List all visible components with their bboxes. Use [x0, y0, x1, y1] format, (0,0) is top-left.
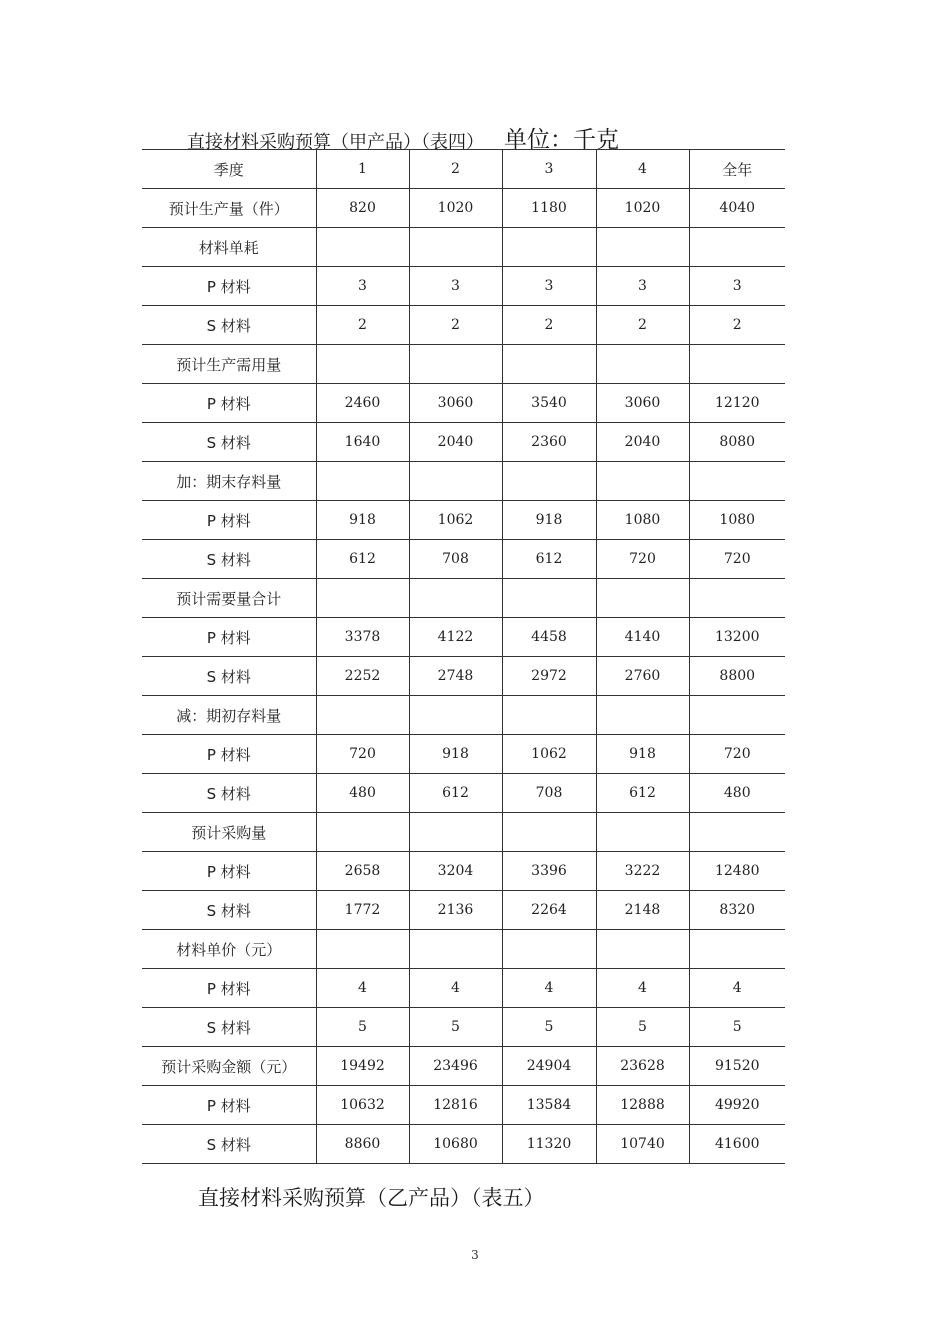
header-cell-quarter: 季度	[142, 150, 316, 189]
value-cell-qyear	[689, 930, 785, 969]
value-cell-qyear: 720	[689, 540, 785, 579]
value-cell-qyear: 41600	[689, 1125, 785, 1164]
table-row	[142, 735, 785, 774]
value-cell-q1: 19492	[316, 1047, 409, 1086]
value-cell-q1: 720	[316, 735, 409, 774]
table-row	[142, 774, 785, 813]
value-cell-q2: 3204	[409, 852, 502, 891]
value-cell-q2: 5	[409, 1008, 502, 1047]
row-label-cell: P 材料	[142, 852, 316, 891]
value-cell-q3: 13584	[502, 1086, 596, 1125]
value-cell-q1: 918	[316, 501, 409, 540]
value-cell-q3: 1062	[502, 735, 596, 774]
value-cell-q3: 24904	[502, 1047, 596, 1086]
value-cell-q4: 3222	[596, 852, 689, 891]
value-cell-qyear: 5	[689, 1008, 785, 1047]
row-label-cell: 材料单耗	[142, 228, 316, 267]
header-cell-full-year: 全年	[689, 150, 785, 189]
value-cell-q2	[409, 228, 502, 267]
table-row	[142, 267, 785, 306]
table-row	[142, 891, 785, 930]
row-label-cell: P 材料	[142, 969, 316, 1008]
value-cell-q2	[409, 813, 502, 852]
value-cell-qyear: 3	[689, 267, 785, 306]
value-cell-q1: 10632	[316, 1086, 409, 1125]
value-cell-q2: 612	[409, 774, 502, 813]
value-cell-q1: 612	[316, 540, 409, 579]
row-label-cell: 预计生产量（件）	[142, 189, 316, 228]
value-cell-q3: 2360	[502, 423, 596, 462]
value-cell-qyear: 4040	[689, 189, 785, 228]
row-label-cell: 预计采购量	[142, 813, 316, 852]
row-label-cell: S 材料	[142, 306, 316, 345]
value-cell-q3: 708	[502, 774, 596, 813]
row-label-cell: P 材料	[142, 384, 316, 423]
table-row	[142, 1008, 785, 1047]
value-cell-q2: 918	[409, 735, 502, 774]
table-row	[142, 384, 785, 423]
value-cell-q1: 3	[316, 267, 409, 306]
next-table-title: 直接材料采购预算（乙产品）（表五）	[198, 1186, 545, 1210]
value-cell-q4: 918	[596, 735, 689, 774]
value-cell-q3: 612	[502, 540, 596, 579]
value-cell-q1	[316, 345, 409, 384]
row-label-cell: 加：期末存料量	[142, 462, 316, 501]
table-title: 直接材料采购预算（甲产品）（表四）	[187, 132, 484, 153]
value-cell-q3: 3396	[502, 852, 596, 891]
value-cell-qyear: 12480	[689, 852, 785, 891]
row-label-cell: P 材料	[142, 1086, 316, 1125]
value-cell-q2	[409, 579, 502, 618]
value-cell-q3: 2264	[502, 891, 596, 930]
value-cell-q3: 2	[502, 306, 596, 345]
table-row	[142, 1086, 785, 1125]
value-cell-q4	[596, 813, 689, 852]
value-cell-q2: 4122	[409, 618, 502, 657]
value-cell-q4	[596, 579, 689, 618]
value-cell-q4: 5	[596, 1008, 689, 1047]
value-cell-q1: 2252	[316, 657, 409, 696]
row-label-cell: S 材料	[142, 657, 316, 696]
value-cell-q1: 3378	[316, 618, 409, 657]
page-number: 3	[471, 1248, 479, 1262]
value-cell-q4: 4140	[596, 618, 689, 657]
value-cell-q3: 5	[502, 1008, 596, 1047]
value-cell-q1: 2658	[316, 852, 409, 891]
value-cell-q3: 3540	[502, 384, 596, 423]
value-cell-q3	[502, 813, 596, 852]
value-cell-qyear	[689, 345, 785, 384]
value-cell-q2: 23496	[409, 1047, 502, 1086]
header-cell-q1: 1	[316, 150, 409, 189]
value-cell-q1: 2460	[316, 384, 409, 423]
row-label-cell: 预计需要量合计	[142, 579, 316, 618]
table-row	[142, 345, 785, 384]
value-cell-qyear: 8080	[689, 423, 785, 462]
value-cell-q4	[596, 345, 689, 384]
table-row	[142, 501, 785, 540]
value-cell-q4: 720	[596, 540, 689, 579]
value-cell-q1: 480	[316, 774, 409, 813]
value-cell-q1: 2	[316, 306, 409, 345]
value-cell-q1: 820	[316, 189, 409, 228]
row-label-cell: P 材料	[142, 618, 316, 657]
table-row	[142, 1047, 785, 1086]
value-cell-q2	[409, 696, 502, 735]
unit-label: 单位：千克	[504, 127, 619, 153]
value-cell-q3	[502, 228, 596, 267]
value-cell-qyear	[689, 813, 785, 852]
value-cell-q4	[596, 696, 689, 735]
value-cell-qyear: 91520	[689, 1047, 785, 1086]
value-cell-q2: 3	[409, 267, 502, 306]
value-cell-q2: 2748	[409, 657, 502, 696]
value-cell-q4: 612	[596, 774, 689, 813]
table-header-row	[142, 150, 785, 189]
value-cell-q2: 12816	[409, 1086, 502, 1125]
value-cell-q1	[316, 696, 409, 735]
value-cell-q4: 2148	[596, 891, 689, 930]
value-cell-q1: 4	[316, 969, 409, 1008]
value-cell-q3: 1180	[502, 189, 596, 228]
value-cell-qyear: 49920	[689, 1086, 785, 1125]
table-row	[142, 540, 785, 579]
value-cell-q1	[316, 462, 409, 501]
value-cell-q1: 1640	[316, 423, 409, 462]
value-cell-q4	[596, 930, 689, 969]
value-cell-q2: 1062	[409, 501, 502, 540]
row-label-cell: 预计采购金额（元）	[142, 1047, 316, 1086]
value-cell-q2: 2	[409, 306, 502, 345]
table-row	[142, 306, 785, 345]
table-row	[142, 969, 785, 1008]
value-cell-qyear: 8320	[689, 891, 785, 930]
row-label-cell: S 材料	[142, 891, 316, 930]
row-label-cell: S 材料	[142, 1008, 316, 1047]
value-cell-q2: 708	[409, 540, 502, 579]
value-cell-q4: 1080	[596, 501, 689, 540]
row-label-cell: 材料单价（元）	[142, 930, 316, 969]
value-cell-q1	[316, 930, 409, 969]
value-cell-qyear: 480	[689, 774, 785, 813]
row-label-cell: P 材料	[142, 735, 316, 774]
table-row	[142, 696, 785, 735]
table-row	[142, 423, 785, 462]
value-cell-q2: 3060	[409, 384, 502, 423]
value-cell-qyear: 720	[689, 735, 785, 774]
table-row	[142, 462, 785, 501]
value-cell-qyear: 2	[689, 306, 785, 345]
value-cell-q3	[502, 696, 596, 735]
value-cell-q1	[316, 813, 409, 852]
row-label-cell: S 材料	[142, 423, 316, 462]
table-body	[142, 150, 785, 1164]
row-label-cell: 预计生产需用量	[142, 345, 316, 384]
value-cell-q3: 4458	[502, 618, 596, 657]
table-row	[142, 852, 785, 891]
value-cell-q1: 8860	[316, 1125, 409, 1164]
value-cell-qyear: 12120	[689, 384, 785, 423]
value-cell-q3: 4	[502, 969, 596, 1008]
value-cell-q4: 3060	[596, 384, 689, 423]
value-cell-q3: 918	[502, 501, 596, 540]
value-cell-q3: 3	[502, 267, 596, 306]
material-purchase-budget-table	[142, 149, 785, 1164]
value-cell-qyear: 13200	[689, 618, 785, 657]
value-cell-q3: 2972	[502, 657, 596, 696]
row-label-cell: S 材料	[142, 540, 316, 579]
value-cell-q1: 1772	[316, 891, 409, 930]
row-label-cell: S 材料	[142, 774, 316, 813]
row-label-cell: S 材料	[142, 1125, 316, 1164]
value-cell-q2: 4	[409, 969, 502, 1008]
value-cell-q4: 23628	[596, 1047, 689, 1086]
value-cell-qyear: 8800	[689, 657, 785, 696]
table-row	[142, 579, 785, 618]
value-cell-q2: 10680	[409, 1125, 502, 1164]
value-cell-q4: 1020	[596, 189, 689, 228]
value-cell-q4: 2040	[596, 423, 689, 462]
value-cell-q4: 2	[596, 306, 689, 345]
value-cell-q3: 11320	[502, 1125, 596, 1164]
row-label-cell: P 材料	[142, 267, 316, 306]
value-cell-q2: 1020	[409, 189, 502, 228]
header-cell-q2: 2	[409, 150, 502, 189]
table-row	[142, 930, 785, 969]
value-cell-q3	[502, 930, 596, 969]
table-row	[142, 189, 785, 228]
value-cell-q4	[596, 462, 689, 501]
value-cell-q2: 2136	[409, 891, 502, 930]
value-cell-q2	[409, 462, 502, 501]
value-cell-qyear: 4	[689, 969, 785, 1008]
header-cell-q3: 3	[502, 150, 596, 189]
value-cell-qyear	[689, 462, 785, 501]
value-cell-q1: 5	[316, 1008, 409, 1047]
value-cell-q3	[502, 462, 596, 501]
value-cell-q4: 3	[596, 267, 689, 306]
value-cell-q3	[502, 345, 596, 384]
table-row	[142, 657, 785, 696]
value-cell-q3	[502, 579, 596, 618]
value-cell-qyear	[689, 579, 785, 618]
value-cell-q2	[409, 345, 502, 384]
value-cell-q2	[409, 930, 502, 969]
table-row	[142, 813, 785, 852]
table-row	[142, 1125, 785, 1164]
value-cell-q1	[316, 579, 409, 618]
value-cell-qyear: 1080	[689, 501, 785, 540]
value-cell-q4: 10740	[596, 1125, 689, 1164]
value-cell-q4: 2760	[596, 657, 689, 696]
value-cell-q4: 12888	[596, 1086, 689, 1125]
row-label-cell: 减：期初存料量	[142, 696, 316, 735]
value-cell-qyear	[689, 228, 785, 267]
value-cell-q1	[316, 228, 409, 267]
value-cell-q4	[596, 228, 689, 267]
value-cell-q4: 4	[596, 969, 689, 1008]
header-cell-q4: 4	[596, 150, 689, 189]
table-row	[142, 228, 785, 267]
value-cell-q2: 2040	[409, 423, 502, 462]
table-row	[142, 618, 785, 657]
value-cell-qyear	[689, 696, 785, 735]
row-label-cell: P 材料	[142, 501, 316, 540]
